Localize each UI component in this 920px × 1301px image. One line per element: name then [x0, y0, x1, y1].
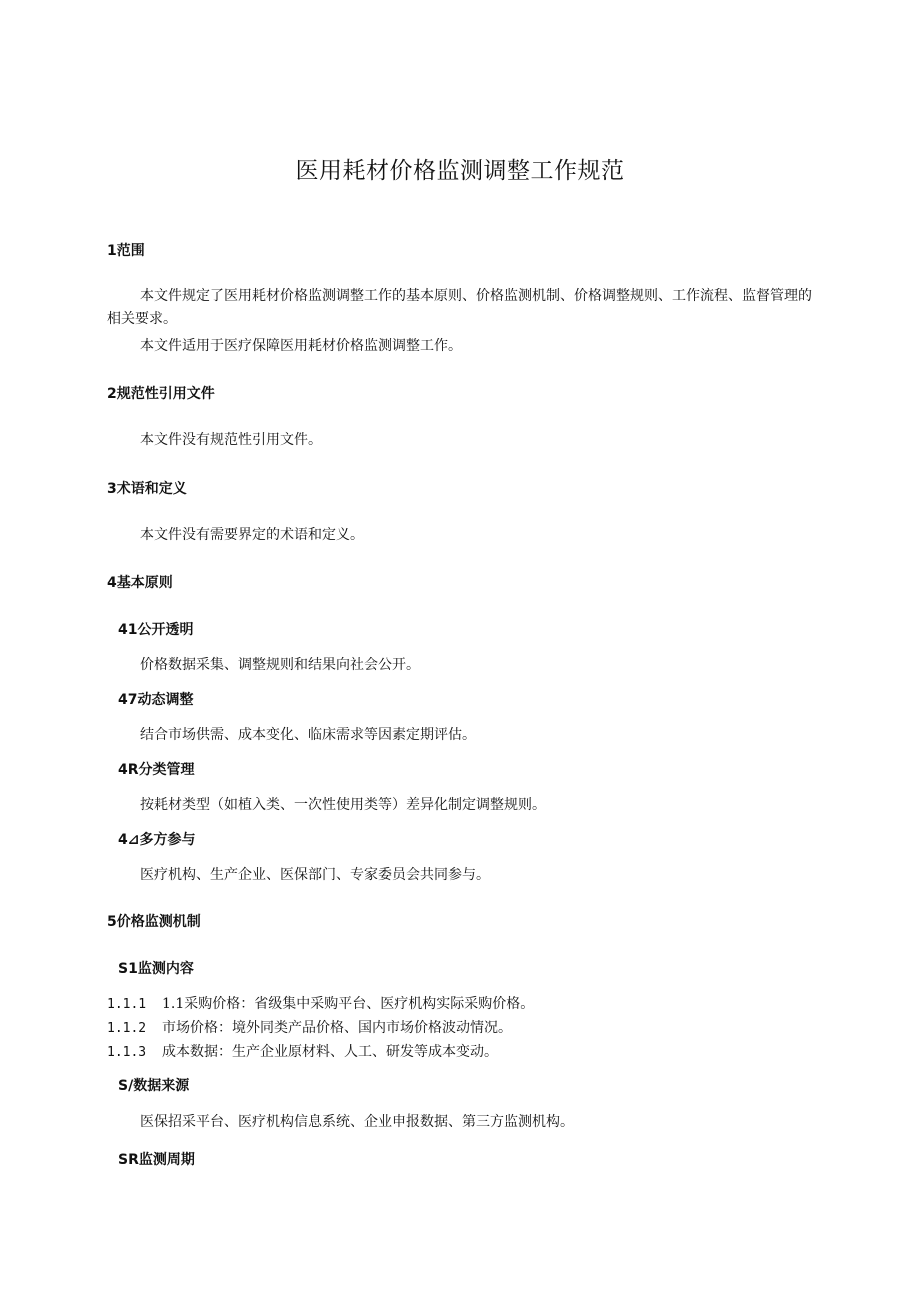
scope-paragraph-1: 本文件规定了医用耗材价格监测调整工作的基本原则、价格监测机制、价格调整规则、工作流程、监督管理的相关要求。: [107, 288, 812, 327]
subsection-heading-monitoring-content: S1监测内容: [118, 961, 194, 977]
subsection-heading-classification: 4R分类管理: [118, 762, 195, 778]
terms-paragraph: 本文件没有需要界定的术语和定义。: [140, 527, 364, 543]
section-heading-scope: 1范围: [107, 243, 145, 259]
subsection-heading-monitoring-cycle: SR监测周期: [118, 1152, 195, 1168]
document-title: 医用耗材价格监测调整工作规范: [295, 158, 625, 184]
subsection-heading-dynamic-adjustment: 47动态调整: [118, 692, 194, 708]
list-item-text: 1.1采购价格：省级集中采购平台、医疗机构实际采购价格。: [162, 996, 535, 1012]
section-heading-principles: 4基本原则: [107, 575, 173, 591]
list-item: [107, 1017, 512, 1037]
list-item: [107, 1041, 498, 1061]
classification-paragraph: 按耗材类型（如植入类、一次性使用类等）差异化制定调整规则。: [140, 797, 546, 813]
list-item-text: 市场价格：境外同类产品价格、国内市场价格波动情况。: [162, 1020, 512, 1036]
subsection-heading-transparency: 41公开透明: [118, 622, 194, 638]
section-heading-normative-references: 2规范性引用文件: [107, 386, 215, 402]
list-item-number: 1.1.3: [107, 1045, 147, 1060]
transparency-paragraph: 价格数据采集、调整规则和结果向社会公开。: [140, 657, 420, 673]
dynamic-adjustment-paragraph: 结合市场供需、成本变化、临床需求等因素定期评估。: [140, 727, 476, 743]
participation-paragraph: 医疗机构、生产企业、医保部门、专家委员会共同参与。: [140, 867, 490, 883]
list-item: [107, 993, 534, 1013]
section-heading-monitoring-mechanism: 5价格监测机制: [107, 914, 201, 930]
subsection-heading-participation: 4⊿多方参与: [118, 832, 196, 848]
list-item-text: 成本数据：生产企业原材料、人工、研发等成本变动。: [162, 1044, 498, 1060]
scope-paragraph-2: 本文件适用于医疗保障医用耗材价格监测调整工作。: [140, 338, 462, 354]
subsection-heading-data-sources: S/数据来源: [118, 1078, 190, 1094]
normative-references-paragraph: 本文件没有规范性引用文件。: [140, 432, 322, 448]
section-heading-terms: 3术语和定义: [107, 481, 187, 497]
data-sources-paragraph: 医保招采平台、医疗机构信息系统、企业申报数据、第三方监测机构。: [140, 1114, 574, 1130]
list-item-number: 1.1.1: [107, 997, 147, 1012]
list-item-number: 1.1.2: [107, 1021, 147, 1036]
